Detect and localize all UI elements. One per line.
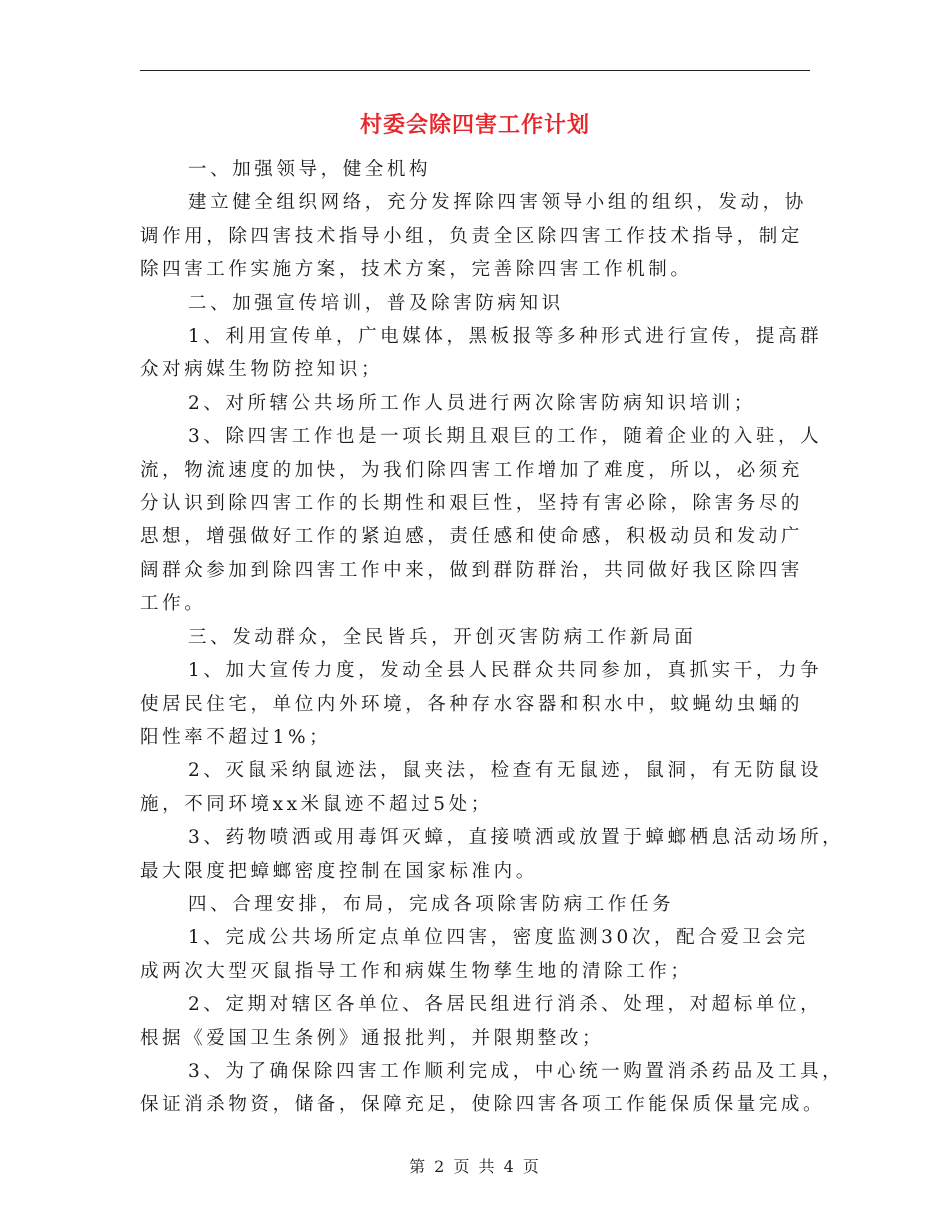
- paragraph: [140, 821, 845, 888]
- paragraph-line: 一、加强领导，健全机构: [188, 159, 432, 180]
- paragraph-line: 3、为了确保除四害工作顺利完成，中心统一购置消杀药品及工具，: [188, 1060, 845, 1082]
- paragraph: [140, 754, 823, 821]
- document-body: [140, 153, 845, 1122]
- paragraph: [140, 186, 815, 286]
- paragraph-line: 保证消杀物资，储备，保障充足，使除四害各项工作能保质保量完成。: [140, 1094, 826, 1116]
- paragraph: [140, 1055, 845, 1122]
- paragraph: [140, 888, 815, 921]
- paragraph: [140, 921, 815, 988]
- paragraph-line: 3、药物喷洒或用毒饵灭蟑，直接喷洒或放置于蟑螂栖息活动场所，: [188, 827, 845, 849]
- header-rule: [140, 70, 810, 71]
- paragraph-line: 阳性率不超过1%；: [140, 726, 332, 748]
- paragraph: [140, 320, 823, 387]
- paragraph-line: 2、定期对辖区各单位、各居民组进行消杀、处理，对超标单位，: [188, 994, 823, 1016]
- paragraph: [140, 153, 815, 186]
- paragraph-line: 流，物流速度的加快，为我们除四害工作增加了难度，所以，必须充: [140, 459, 804, 481]
- document-title: 村委会除四害工作计划: [359, 112, 590, 138]
- paragraph: [140, 654, 823, 754]
- paragraph-line: 阔群众参加到除四害工作中来，做到群防群治，共同做好我区除四害: [140, 559, 804, 581]
- paragraph: [140, 287, 815, 320]
- paragraph: [140, 621, 815, 654]
- paragraph: [140, 387, 815, 420]
- paragraph-line: 四、合理安排，布局，完成各项除害防病工作任务: [188, 893, 675, 915]
- paragraph-line: 调作用，除四害技术指导小组，负责全区除四害工作技术指导，制定: [140, 225, 804, 247]
- paragraph-line: 思想，增强做好工作的紧迫感，责任感和使命感，积极动员和发动广: [140, 526, 804, 548]
- paragraph-line: 3、除四害工作也是一项长期且艰巨的工作，随着企业的入驻，人: [188, 426, 823, 448]
- paragraph-line: 分认识到除四害工作的长期性和艰巨性，坚持有害必除，除害务尽的: [140, 493, 804, 515]
- paragraph-line: 根据《爱国卫生条例》通报批判，并限期整改；: [140, 1027, 605, 1049]
- paragraph-line: 施，不同环境xx米鼠迹不超过5处；: [140, 793, 493, 815]
- paragraph-line: 1、加大宣传力度，发动全县人民群众共同参加，真抓实干，力争: [188, 660, 823, 682]
- paragraph-line: 成两次大型灭鼠指导工作和病媒生物孳生地的清除工作；: [140, 960, 693, 982]
- paragraph-line: 2、灭鼠采纳鼠迹法，鼠夹法，检查有无鼠迹，鼠洞，有无防鼠设: [188, 760, 823, 782]
- paragraph-line: 1、利用宣传单，广电媒体，黑板报等多种形式进行宣传，提高群: [188, 326, 823, 348]
- paragraph-line: 2、对所辖公共场所工作人员进行两次除害防病知识培训；: [188, 392, 756, 414]
- paragraph-line: 三、发动群众，全民皆兵，开创灭害防病工作新局面: [188, 626, 697, 648]
- page-number-label: 第 2 页 共 4 页: [409, 1157, 541, 1176]
- paragraph-line: 1、完成公共场所定点单位四害，密度监测30次，配合爱卫会完: [188, 927, 809, 949]
- paragraph: [140, 420, 823, 620]
- paragraph-line: 建立健全组织网络，充分发挥除四害领导小组的组织，发动，协: [188, 192, 807, 214]
- page-footer: [0, 1154, 950, 1177]
- paragraph: [140, 988, 823, 1055]
- paragraph-line: 二、加强宣传培训，普及除害防病知识: [188, 292, 564, 314]
- paragraph-line: 众对病媒生物防控知识；: [140, 359, 384, 381]
- paragraph-line: 除四害工作实施方案，技术方案，完善除四害工作机制。: [140, 259, 693, 281]
- paragraph-line: 工作。: [140, 593, 207, 615]
- paragraph-line: 最大限度把蟑螂密度控制在国家标准内。: [140, 860, 538, 882]
- paragraph-line: 使居民住宅，单位内外环境，各种存水容器和积水中，蚊蝇幼虫蛹的: [140, 693, 804, 715]
